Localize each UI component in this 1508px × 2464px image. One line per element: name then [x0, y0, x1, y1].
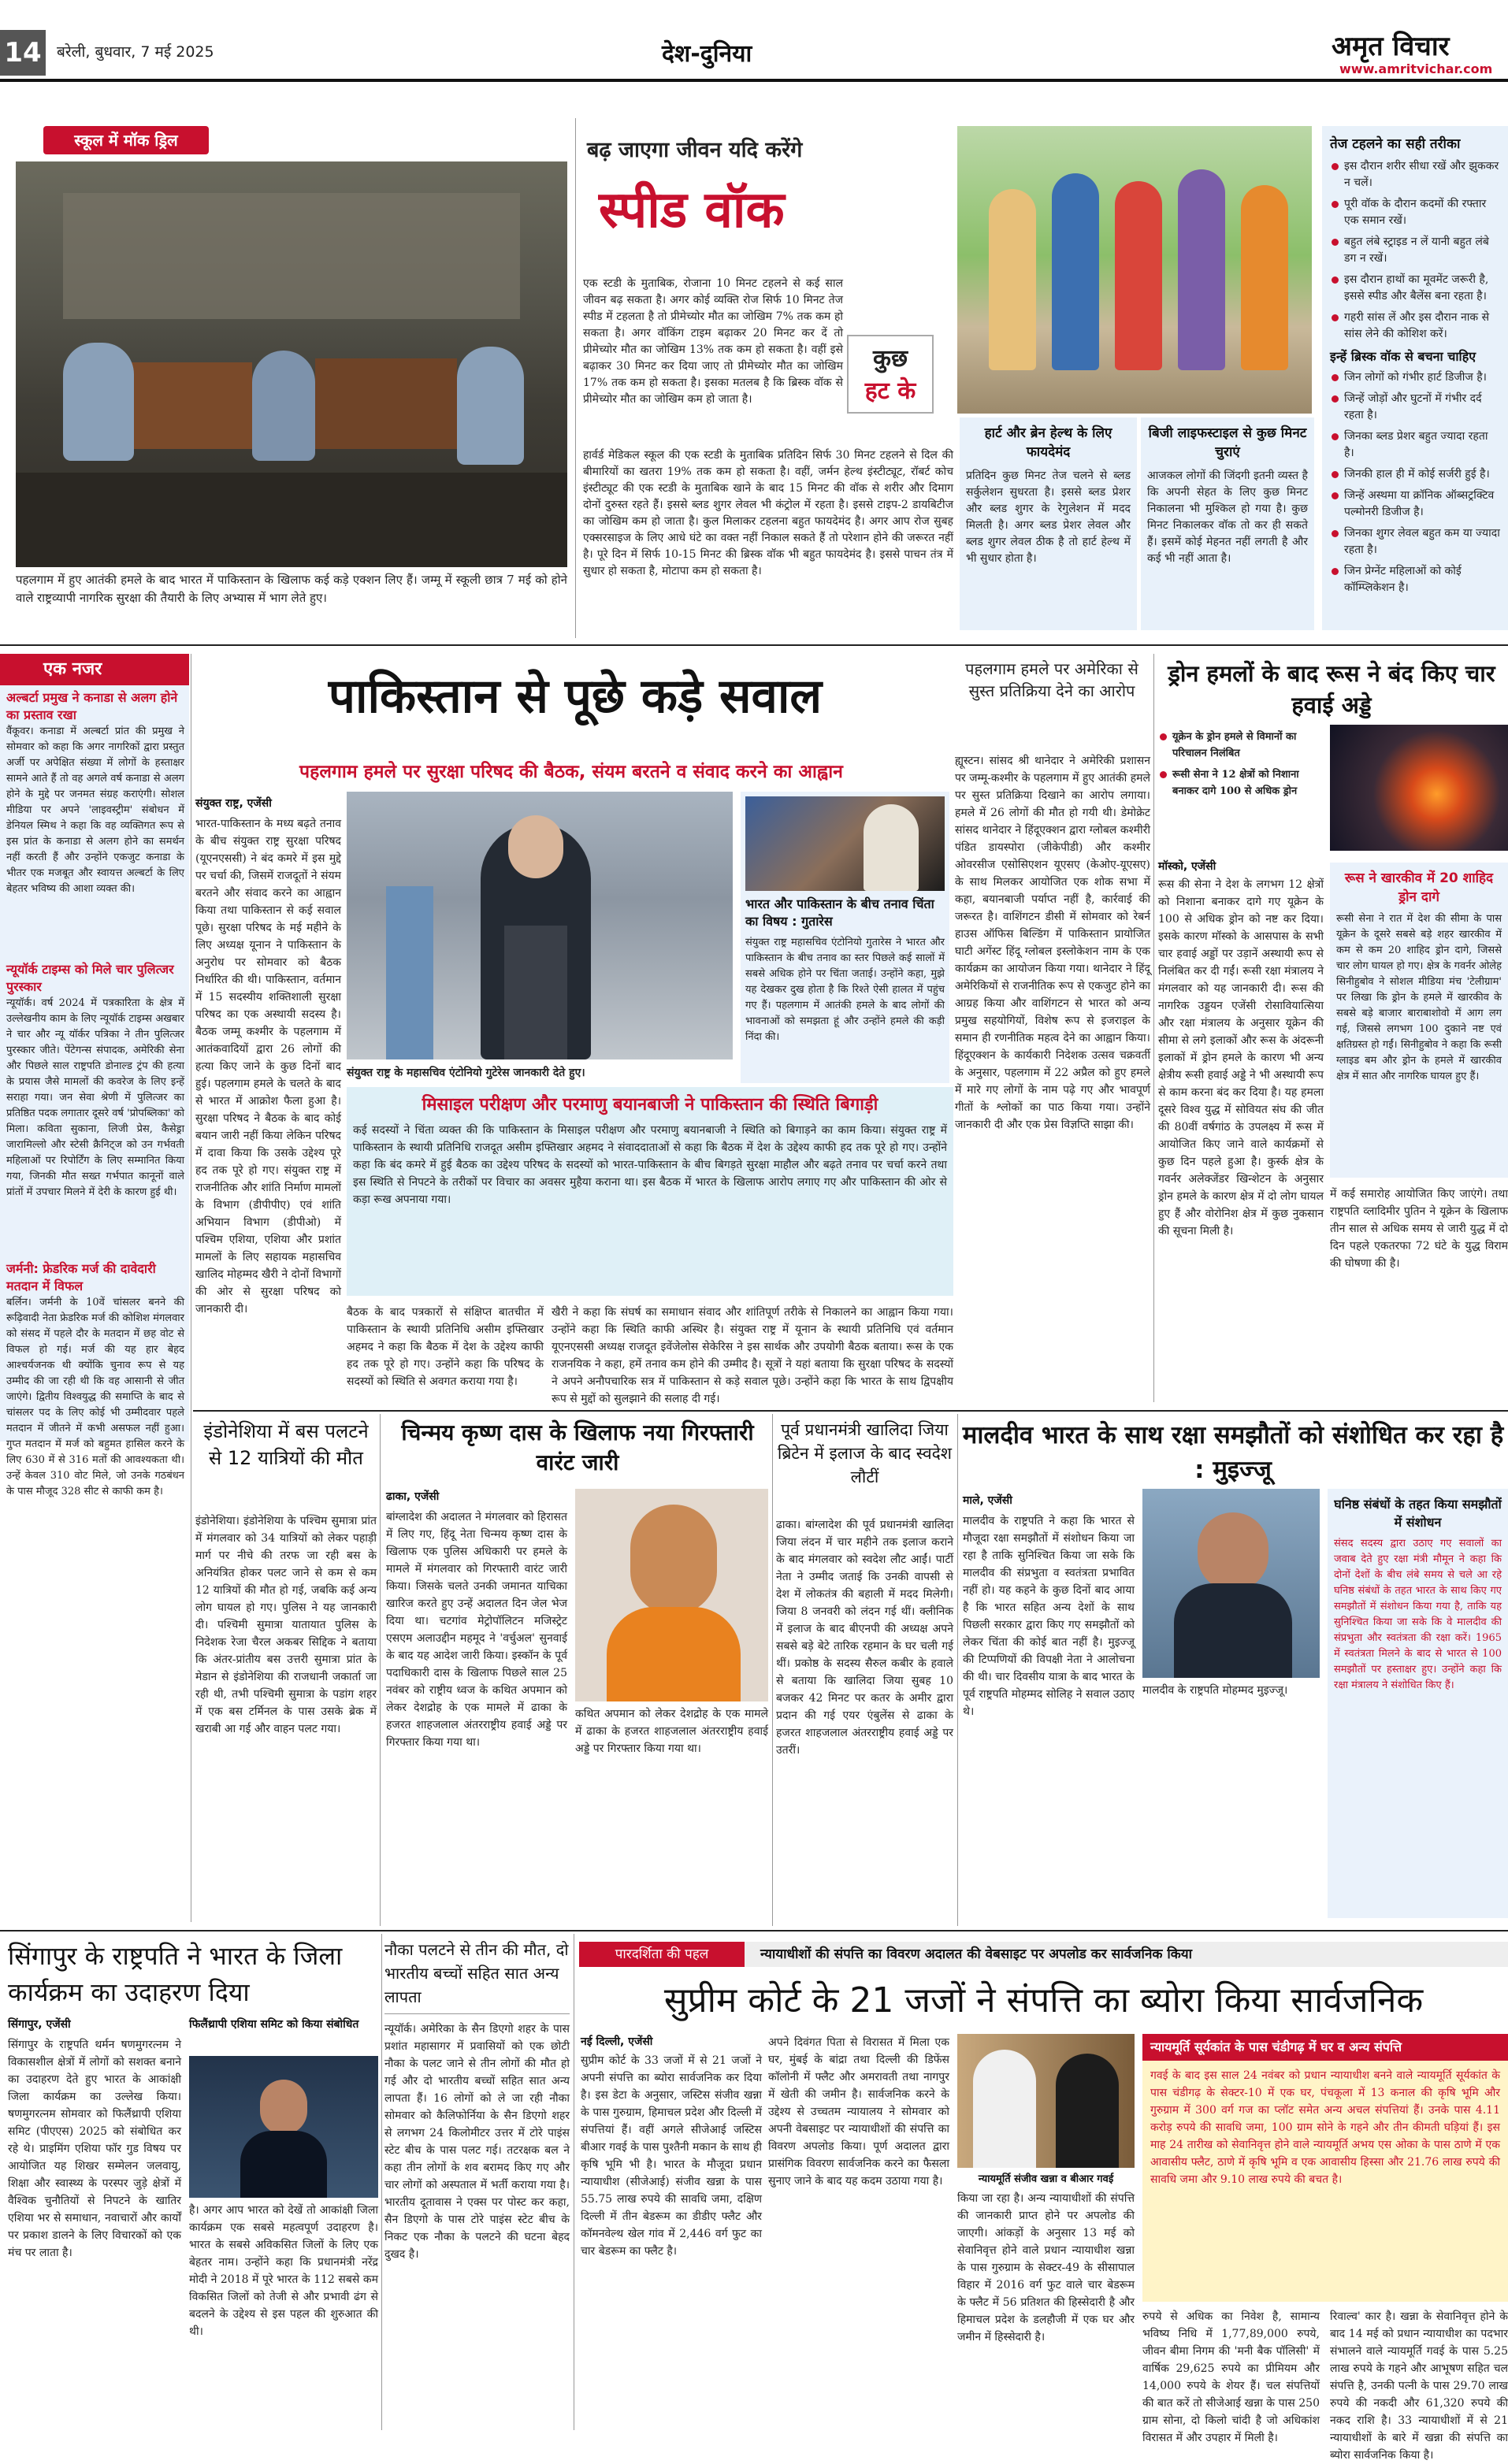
avoid-item: जिनका ब्लड प्रेशर बहुत ज्यादा रहता है। [1330, 429, 1500, 462]
walkers-photo [957, 126, 1312, 414]
avoid-item: जिन लोगों को गंभीर हार्ट डिजीज है। [1330, 369, 1500, 386]
tag-line-2: हट के [864, 377, 916, 405]
guterres-caption: संयुक्त राष्ट्र के महासचिव एंटोनियो गुटेरेस जानकारी देते हुए। [347, 1067, 585, 1079]
singapore-dateline: सिंगापुर, एजेंसी [8, 2018, 71, 2031]
col-divider [575, 118, 576, 638]
avoid-item: जिनका शुगर लेवल बहुत कम या ज्यादा रहता है। [1330, 525, 1500, 558]
singapore-text: सिंगापुर के राष्ट्रपति थर्मन षणमुगरत्नम ने विकासशील क्षेत्रों में लोगों को सशक्त बनाने का उदाहरण देते हुए भारत के आकांक्षी जिला कार्यक्रम का उल्लेख किया। षणमुगरत्नम सोमवार को फिलैंथ्रापी एशिया समिट (पीएएस) 2025 को संबोधित कर रहे थे। प्राइमिंग एशिया फॉर गुड विषय पर आयोजित यह शिखर सम्मेलन जलवायु, शिक्षा और स्वास्थ्य के परस्पर जुड़े क्षेत्रों में वैश्विक चुनौतियों से निपटने के खातिर एशिया भर से समाधान, नवाचारों और कार्यों पर प्रकाश डालने के लिए विचारकों को एक मंच पर लाता है। [8, 2039, 181, 2259]
guterres-box [741, 792, 949, 1083]
supreme-headline: सुप्रीम कोर्ट के 21 जजों ने संपत्ति का ब्योरा किया सार्वजनिक [663, 1980, 1424, 2021]
supreme-text3: किया जा रहा है। अन्य न्यायाधीशों की संपत्ति की जानकारी प्राप्त होने पर अपलोड की जाएगी। आंकड़ों के अनुसार 13 मई को सेवानिवृत्त होने वाले प्रधान न्यायाधीश खन्ना के पास गुरुग्राम के सेक्टर-49 के सीसापाल विहार में 2016 वर्ग फुट वाले चार बेडरूम के फ्लैट में 56 प्रतिशत की हिस्सेदारी है और हिमाचल प्रदेश के डलहौजी में एक घर और जमीन में हिस्सेदारी है। [957, 2192, 1135, 2343]
justices-caption: न्यायमूर्ति संजीव खन्ना व बीआर गवई [978, 2173, 1114, 2185]
brand-logo: अमृत विचार [1332, 31, 1450, 62]
singapore-photo [189, 2056, 378, 2198]
speedwalk-intro: एक स्टडी के मुताबिक, रोजाना 10 मिनट टहलने से कई साल जीवन बढ़ सकता है। अगर कोई व्यक्ति रोज सिर्फ 10 मिनट तेज स्पीड में टहलता है तो प्रीमेच्योर मौत का जोखिम 7% तक कम हो सकता है। अगर वॉकिंग टाइम बढ़ाकर 20 मिनट कर दें तो प्रीमेच्योर मौत का जोखिम 13% तक कम हो सकता है। वहीं इसे बढ़ाकर 30 मिनट कर दिया जाए तो प्रीमेच्योर मौत का जोखिम 17% तक कम हो सकता है। इसका मतलब है कि ब्रिस्क वॉक से प्रीमेच्योर मौत का जोखिम कम हो जाता है। [583, 277, 843, 406]
heart-box [960, 417, 1137, 630]
supreme-text5: रिवाल्व' कार है। खन्ना के सेवानिवृत्त होने के बाद 14 मई को प्रधान न्यायाधीश का पदभार संभालने वाले न्यायमूर्ति गवई के पास 5.25 लाख रुपये के गहने और आभूषण सहित चल संपत्ति है, उनकी पत्नी के पास 29.70 लाख रुपये की नकदी और 61,320 रुपये की नकद राशि है। 33 न्यायाधीशों में से 21 न्यायाधीशों के बारे में खन्ना की संपत्ति का ब्योरा सार्वजनिक किया है। [1330, 2310, 1508, 2462]
khaleda-headline: पूर्व प्रधानमंत्री खालिदा जिया ब्रिटेन में इलाज के बाद स्वदेश लौटीं [777, 1420, 953, 1486]
speedwalk-title: स्पीड वॉक [599, 181, 785, 239]
muizzu-photo [1142, 1489, 1320, 1678]
city-date: बरेली, बुधवार, 7 मई 2025 [57, 43, 214, 61]
mockdrill-caption: पहलगाम में हुए आतंकी हमले के बाद भारत में पाकिस्तान के खिलाफ कई कड़े एक्शन लिए हैं। जम्मू में स्कूली छात्र 7 मई को होने वाले राष्ट्रव्यापी नागरिक सुरक्षा की तैयारी के लिए अभ्यास में भाग लेते हुए। [16, 573, 567, 605]
row-rule-1 [0, 644, 1508, 646]
guterres-photo [347, 792, 733, 1059]
guterres-box-text: संयुक्त राष्ट्र महासचिव एंटोनियो गुतारेस ने भारत और पाकिस्तान के बीच तनाव का स्तर पिछले कई सालों में सबसे अधिक होने पर चिंता जताई। उन्होंने कहा, मुझे यह देखकर दुख होता है कि रिश्ते ऐसी हालत में पहुंच गए हैं। पहलगाम में आतंकी हमले के बाद लोगों की भावनाओं को समझता हूं और उन्होंने हमले की कड़ी निंदा की। [745, 937, 945, 1043]
website[interactable]: www.amritvichar.com [1339, 61, 1493, 76]
maldives-dateline: माले, एजेंसी [963, 1494, 1012, 1507]
russia-dateline: मॉस्को, एजेंसी [1158, 860, 1216, 873]
chinmoy-caption: कथित अपमान को लेकर देशद्रोह के एक मामले में ढाका के हजरत शाहजलाल अंतरराष्ट्रीय हवाई अड्डे पर गिरफ्तार किया गया था। [575, 1708, 768, 1755]
maldives-box-text: संसद सदस्य द्वारा उठाए गए सवालों का जवाब देते हुए रक्षा मंत्री मौमून ने कहा कि दोनों देशों के बीच लंबे समय से चले आ रहे घनिष्ठ संबंधों के तहत भारत के साथ किए गए समझौतों में संशोधन किया गया है, ताकि यह सुनिश्चित किया जा सके कि वे मालदीव की संप्रभुता और स्वतंत्रता की रक्षा करें। 1965 में स्वतंत्रता मिलने के बाद से भारत से 100 समझौतों पर हस्ताक्षर हुए। उन्होंने कहा कि रक्षा मंत्रालय ने संशोधित किए हैं। [1334, 1538, 1502, 1691]
row-rule-2 [193, 1410, 1508, 1412]
walk-tips-sidebar [1322, 126, 1508, 630]
maldives-box [1328, 1489, 1508, 1918]
russia-headline: ड्रोन हमलों के बाद रूस ने बंद किए चार हवाई अड्डे [1168, 660, 1495, 718]
russia-extra: में कई समारोह आयोजित किए जाएंगे। तथा राष्ट्रपति व्लादिमीर पुतिन ने यूक्रेन के खिलाफ तीन साल से अधिक समय से जारी युद्ध में दो दिन पहले एकतरफा 72 घंटे के युद्ध विराम की घोषणा की है। [1330, 1188, 1508, 1270]
ek-nazar-item-title: अल्बर्टा प्रमुख ने कनाडा से अलग होने का प्रस्ताव रखा [6, 690, 178, 722]
avoid-item: जिनकी हाल ही में कोई सर्जरी हुई है। [1330, 466, 1500, 483]
suryakant-box-title: न्यायमूर्ति सूर्यकांत के पास चंडीगढ़ में घर व अन्य संपत्ति [1142, 2034, 1508, 2061]
tips-title: तेज टहलने का सही तरीका [1330, 136, 1461, 152]
singapore-box-title: फिलैंथ्रापी एशिया समिट को किया संबोधित [189, 2018, 359, 2031]
busy-box [1141, 417, 1314, 630]
russia-bullet: रूसी सेना ने 12 क्षेत्रों को निशाना बनाकर दागे 100 से अधिक ड्रोन [1158, 766, 1324, 800]
header-rule [0, 79, 1508, 82]
supreme-text: सुप्रीम कोर्ट के 33 जजों में से 21 जजों ने अपनी संपत्ति का ब्योरा सार्वजनिक कर दिया है। इस डेटा के अनुसार, जस्टिस संजीव खन्ना के पास गुरुग्राम, हिमाचल प्रदेश और दिल्ली में संपत्तियां हैं। वहीं अगले सीजेआई जस्टिस बीआर गवई के पास पुश्तैनी मकान के साथ ही कृषि भूमि भी है। भारत के मौजूदा प्रधान न्यायाधीश (सीजेआई) संजीव खन्ना के पास 55.75 लाख रुपये की सावधि जमा, दक्षिण दिल्ली में तीन बेडरूम का डीडीए फ्लैट और कॉमनवेल्थ खेल गांव में 2,446 वर्ग फुट का चार बेडरूम का फ्लैट है। [581, 2054, 762, 2258]
ek-nazar-item [6, 1260, 184, 1500]
maldives-headline: मालदीव भारत के साथ रक्षा समझौतों को संशोधित कर रहा है : मुइज्जू [962, 1421, 1504, 1484]
missile-text: कई सदस्यों ने चिंता व्यक्त की कि पाकिस्तान के मिसाइल परीक्षण और परमाणु बयानबाजी ने स्थिति को बिगाड़ने का काम किया। संयुक्त राष्ट्र में पाकिस्तान के स्थायी प्रतिनिधि राजदूत असीम इफ्तिखार अहमद ने संवाददाताओं से कहा कि बैठक में देश के उद्देश्य काफी हद तक पूरे हो गए। उन्होंने कहा कि बंद कमरे में हुई बैठक का उद्देश्य परिषद के सदस्यों को भारत-पाकिस्तान के बीच बिगड़ते सुरक्षा माहौल और बढ़ते तनाव पर चर्चा करने तथा इस स्थिति से निपटने के तरीकों पर विचार का अवसर मुहैया कराना था। इस बैठक में भारत के खिलाफ आरोप लगाए गए और पाकिस्तान की ओर से कड़ा रूख अपनाया गया। [353, 1124, 947, 1206]
drone-fire-photo [1330, 725, 1508, 851]
chinmoy-text: बांग्लादेश की अदालत ने मंगलवार को हिरासत में लिए गए, हिंदू नेता चिन्मय कृष्ण दास के खिलाफ एक पुलिस अधिकारी पर हमले के मामले में मंगलवार को गिरफ्तारी वारंट जारी किया। जिसके चलते उनकी जमानत याचिका खारिज करते हुए उन्हें अदालत दिन जेल भेज दिया था। चटगांव मेट्रोपॉलिटन मजिस्ट्रेट एसएम अलाउद्दीन महमूद ने 'वर्चुअल' सुनवाई के बाद यह आदेश जारी किया। इस्कॉन के पूर्व पदाधिकारी दास के खिलाफ पिछले साल 25 नवंबर को राष्ट्रीय ध्वज के कथित अपमान को लेकर देशद्रोह के एक मामले में ढाका के हजरत शाहजलाल अंतरराष्ट्रीय हवाई अड्डे पर गिरफ्तार किया गया था। [386, 1511, 567, 1749]
mockdrill-photo [16, 161, 567, 567]
supreme-kicker: पारदर्शिता की पहल [579, 1942, 745, 1967]
pakistan-col2: बैठक के बाद पत्रकारों से संक्षिप्त बातचीत में पाकिस्तान के स्थायी प्रतिनिधि असीम इफ्तिखार अहमद ने कहा कि बैठक में देश के उद्देश्य काफी हद तक पूरे हो गए। उन्होंने कहा कि परिषद के सदस्यों को स्थिति से अवगत कराया गया है। [347, 1306, 544, 1388]
suryakant-box [1142, 2034, 1508, 2302]
indonesia-headline: इंडोनेशिया में बस पलटने से 12 यात्रियों की मौत [203, 1420, 369, 1469]
chinmoy-dateline: ढाका, एजेंसी [386, 1490, 440, 1503]
avoid-title: इन्हें ब्रिस्क वॉक से बचना चाहिए [1330, 349, 1476, 364]
singapore-headline: सिंगापुर के राष्ट्रपति ने भारत के जिला कार्यक्रम का उदाहरण दिया [8, 1941, 343, 2007]
muizzu-caption: मालदीव के राष्ट्रपति मोहम्मद मुइज्जू। [1142, 1684, 1288, 1697]
missile-box [347, 1087, 953, 1296]
supreme-strap [579, 1942, 1508, 1967]
ek-nazar-item-text: न्यूयॉर्क। वर्ष 2024 में पत्रकारिता के क्षेत्र में उल्लेखनीय काम के लिए न्यूयॉर्क टाइम्स अखबार ने चार और न्यू यॉर्कर पत्रिका ने तीन पुलित्जर पुरस्कार जीते। पेंटेगन्स संपादक, अमेरिकी सेना और पिछले साल राष्ट्रपति डोनाल्ड ट्रंप की हत्या के प्रयास जैसे मामलों की कवरेज के लिए इन्हें सराहा गया। जन सेवा श्रेणी में पुलित्जर का प्रतिष्ठित पदक लगातार दूसरे वर्ष 'प्रोपब्लिका' को मिला। कविता सुकाना, लिजी प्रेस, कैसेड्रा जारामिल्लो और स्टेसी क्रैनिट्ज को उन गर्भवती महिलाओं पर रिपोर्टिंग के लिए सम्मानित किया गया, जिनकी मौत सख्त गर्भपात कानूनों वाले प्रांतों में उपचार मिलने में देरी के कारण हुई थी। [6, 997, 184, 1198]
supreme-text2: अपने दिवंगत पिता से विरासत में मिला एक घर, मुंबई के बांद्रा तथा दिल्ली की डिफेंस कॉलोनी में फ्लैट और अमरावती तथा नागपुर में खेती की जमीन है। सार्वजनिक करने के उद्देश्य से उच्चतम न्यायालय ने सोमवार को अपनी वेबसाइट पर न्यायाधीशों की संपत्ति का विवरण अपलोड किया। पूर्ण अदालत द्वारा प्रासंगिक विवरण सार्वजनिक करने का फैसला सुनाए जाने के बाद यह कदम उठाया गया है। [768, 2036, 949, 2188]
col-divider [1153, 654, 1154, 1402]
ek-nazar-item-text: वैंकूवर। कनाडा में अल्बर्टा प्रांत की प्रमुख ने सोमवार को कहा कि अगर नागरिकों द्वारा प्रस्तुत अर्जी पर अपेक्षित संख्या में लोगों के हस्ताक्षर सामने आते हैं तो वह अगले वर्ष कनाडा से अलग होने के मुद्दे पर जनमत संग्रह कराएंगी। सोशल मीडिया पर अपने 'लाइवस्ट्रीम' संबोधन में डेनियल स्मिथ ने कहा कि वह व्यक्तिगत रूप से इस प्रांत के कनाडा से अलग होने का समर्थन नहीं करती हैं और उन्होंने एकजुट कनाडा के भीतर एक मजबूत और स्वायत्त अल्बर्टा के लिए बेहतर भविष्य की आशा व्यक्त की। [6, 725, 184, 895]
mockdrill-label: स्कूल में मॉक ड्रिल [43, 126, 209, 154]
justices-photo [957, 2034, 1135, 2168]
avoid-item: जिन्हें जोड़ों और घुटनों में गंभीर दर्द रहता है। [1330, 391, 1500, 424]
pakistan-headline: पाकिस्तान से पूछे कड़े सवाल [328, 669, 823, 724]
speedwalk-tag [847, 335, 934, 414]
tip-item: गहरी सांस लें और इस दौरान नाक से सांस लेने की कोशिश करें। [1330, 310, 1500, 343]
maldives-box-title: घनिष्ठ संबंधों के तहत किया समझौतों में संशोधन [1334, 1497, 1502, 1530]
suryakant-box-text: गवई के बाद इस साल 24 नवंबर को प्रधान न्यायाधीश बनने वाले न्यायमूर्ति सूर्यकांत के पास चंडीगढ़ के सेक्टर-10 में एक घर, पंचकूला में 13 कनाल की कृषि भूमि और गुरुग्राम में 300 वर्ग गज का प्लॉट समेत अन्य अचल संपत्तियां हैं। उनके पास 4.11 करोड़ रुपये की सावधि जमा, 100 ग्राम सोने के गहने और तीन कीमती घड़ियां हैं। इस माह 24 तारीख को सेवानिवृत्त होने वाले न्यायमूर्ति अभय एस ओका के पास ठाणे में एक आवासीय फ्लैट, ठाणे में कृषि भूमि व एक आवासीय हिस्सा और 21.76 लाख रुपये की सावधि जमा और 9.10 लाख रुपये की बचत है। [1150, 2069, 1500, 2186]
pahalgam-us-text: ह्यूस्टन। सांसद श्री थानेदार ने अमेरिकी प्रशासन पर जम्मू-कश्मीर के पहलगाम में हुए आतंकी हमले पर सुस्त प्रतिक्रिया दिखाने का आरोप लगाया। हमले में 26 लोगों की मौत हो गयी थी। डेमोक्रेट सांसद थानेदार ने हिंदूएक्शन द्वारा ग्लोबल कश्मीरी पंडित डायस्पोरा (जीकेपीडी) और कश्मीर ओवरसीज एसोसिएशन यूएसए (केओए-यूएसए) के साथ मिलकर आयोजित एक शोक सभा में कहा, बयानबाजी पर्याप्त नहीं है, कार्रवाई की जरूरत है। वाशिंगटन डीसी में सोमवार को रेबर्न हाउस ऑफिस बिल्डिंग में पाकिस्तान प्रायोजित घाटी अगेंस्ट हिंदू ग्लोबल इस्लोकेशन नाम के एक कार्यक्रम का आयोजन किया गया। थानेदार ने हिंदू अमेरिकियों से राजनीतिक रूप से एकजुट होने का आग्रह किया और वाशिंगटन से भारत को अन्य प्रमुख सहयोगियों, विशेष रूप से इजराइल के समान ही रणनीतिक महत्व देने का आह्वान किया। हिंदूएक्शन के कार्यकारी निदेशक उत्सव चक्रवर्ती के अनुसार, पहलगाम में 22 अप्रैल को हुए हमले में मारे गए लोगों के नाम पढ़े गए और भावपूर्ण गीतों के श्लोकों का पाठ किया गया। उन्होंने जानकारी दी और एक प्रेस विज्ञप्ति साझा की। [955, 755, 1150, 1131]
speedwalk-body: हार्वर्ड मेडिकल स्कूल की एक स्टडी के मुताबिक प्रतिदिन सिर्फ 30 मिनट टहलने से दिल की बीमारियों का खतरा 19% तक कम हो सकता है। वहीं, जर्मन हेल्थ इंस्टीट्यूट, रॉबर्ट कोच इंस्टीट्यूट की एक स्टडी के मुताबिक खाने के बाद 15 मिनट की वॉक से शरीर और दिमाग दोनों दुरुस्त रहते हैं। इससे ब्लड शुगर लेवल भी कंट्रोल में रहता है। इससे टाइप-2 डायबिटीज का जोखिम कम हो जाता है। कुल मिलाकर टहलना बहुत फायदेमंद है। अगर आप रोज सुबह एक्सरसाइज के लिए आधे घंटे का वक्त नहीं निकाल सकते हैं तो परेशान होने की जरूरत नहीं है। पूरे दिन में सिर्फ 10-15 मिनट की ब्रिस्क वॉक भी बहुत फायदेमंद है। इससे पाचन तंत्र में सुधार हो सकता है, मोटापा कम हो सकता है। [583, 449, 953, 577]
tip-item: पूरी वॉक के दौरान कदमों की रफ्तार एक समान रखें। [1330, 196, 1500, 229]
tip-item: इस दौरान हाथों का मूवमेंट जरूरी है, इससे स्पीड और बैलेंस बना रहता है। [1330, 272, 1500, 305]
pakistan-col3: खैरी ने कहा कि संघर्ष का समाधान संवाद और शांतिपूर्ण तरीके से निकालने का आह्वान किया गया। उन्होंने कहा कि स्थिति काफी अस्थिर है। संयुक्त राष्ट्र में यूनान के स्थायी प्रतिनिधि एवं वर्तमान यूएनएससी अध्यक्ष राजदूत इवेंजेलोस सेकेरिस ने इस सार्थक और उपयोगी बैठक बताया। रूस के एक राजनयिक ने कहा, हमें तनाव कम होने की उम्मीद है। सूत्रों ने यहां बताया कि सुरक्षा परिषद के सदस्यों ने अपने अनौपचारिक सत्र में पाकिस्तान से कड़े सवाल पूछे। उन्होंने कहा कि भारत के साथ द्विपक्षीय रूप से मुद्दों को सुलझाने की सलाह दी गई। [552, 1306, 953, 1405]
maldives-text: मालदीव के राष्ट्रपति ने कहा कि भारत से मौजूदा रक्षा समझौतों में संशोधन किया जा रहा है ताकि सुनिश्चित किया जा सके कि मालदीव की संप्रभुता व स्वतंत्रता प्रभावित नहीं हो। यह कहने के कुछ दिनों बाद आया है कि भारत सहित अन्य देशों के साथ पिछली सरकार द्वारा किए गए समझौतों को लेकर चिंता की कोई बात नहीं है। मुइज्जू की टिप्पणियों की विपक्षी नेता ने आलोचना की थी। चार दिवसीय यात्रा के बाद भारत के पूर्व राष्ट्रपति मोहम्मद सोलिह ने सवाल उठाए थे। [963, 1515, 1135, 1718]
khaleda-text: ढाका। बांग्लादेश की पूर्व प्रधानमंत्री खालिदा जिया लंदन में चार महीने तक इलाज कराने के बाद मंगलवार को स्वदेश लौट आईं। पार्टी नेता ने उम्मीद जताई कि उनकी वापसी से देश में लोकतंत्र की बहाली में मदद मिलेगी। जिया 8 जनवरी को लंदन गई थीं। क्लीनिक में इलाज के बाद बीएनपी की अध्यक्ष अपने सबसे बड़े बेटे तारिक रहमान के घर चली गई थीं। प्रकोष्ठ के सदस्य सैरुल कबीर के हवाले से बताया कि खालिदा जिया सुबह 10 बजकर 42 मिनट पर कतर के अमीर द्वारा प्रदान की गई एयर एंबुलेंस से ढाका के हजरत शाहजलाल अंतरराष्ट्रीय हवाई अड्डे पर उतरीं। [776, 1519, 953, 1757]
russia-bullet: यूक्रेन के ड्रोन हमले से विमानों का परिचालन निलंबित [1158, 729, 1324, 762]
kharkiv-box [1330, 863, 1508, 1178]
chinmoy-photo [575, 1489, 768, 1701]
avoid-list [1330, 369, 1500, 596]
guterres-box-title: भारत और पाकिस्तान के बीच तनाव चिंता का विषय : गुतारेस [745, 896, 934, 929]
tag-line-1: कुछ [872, 345, 908, 373]
supreme-dateline: नई दिल्ली, एजेंसी [581, 2035, 653, 2048]
supreme-text4: रुपये से अधिक का निवेश है, सामान्य भविष्य निधि में 1,77,89,000 रुपये, जीवन बीमा निगम की 'मनी बैक पॉलिसी' में वार्षिक 29,625 रुपये का प्रीमियम और 14,000 रुपये के शेयर हैं। चल संपत्तियों की बात करें तो सीजेआई खन्ना के पास 250 ग्राम सोना, दो किलो चांदी है जो अधिकांश विरासत में और उपहार में मिली है। [1142, 2310, 1320, 2444]
guterres-box-photo [745, 796, 945, 891]
col-divider [957, 1414, 958, 1926]
ek-nazar-item [6, 689, 184, 944]
indonesia-text: इंडोनेशिया। इंडोनेशिया के पश्चिम सुमात्रा प्रांत में मंगलवार को 34 यात्रियों को लेकर पहाड़ी मार्ग पर नीचे की तरफ जा रही बस के अनियंत्रित होकर पलट जाने से कम से कम 12 यात्रियों की मौत हो गई, जबकि कई अन्य लोग घायल हो गए। पुलिस ने यह जानकारी दी। पश्चिमी सुमात्रा यातायात पुलिस के निदेशक रेजा चैरल अकबर सिद्दिक ने बताया कि अंतर-प्रांतीय बस उत्तरी सुमात्रा प्रांत के मेडान से इंडोनेशिया की राजधानी जकार्ता जा रही थी, तभी पश्चिमी सुमात्रा के पडांग शहर में एक बस टर्मिनल के पास उसके ब्रेक में खराबी आ गई और वाहन पलट गया। [195, 1515, 377, 1735]
busy-box-title: बिजी लाइफस्टाइल से कुछ मिनट चुराएं [1148, 425, 1307, 460]
ek-nazar-item-title: न्यूयॉर्क टाइम्स को मिले चार पुलित्जर पुरस्कार [6, 962, 174, 994]
section-title: देश-दुनिया [662, 40, 752, 68]
ek-nazar-item-title: जर्मनी: फ्रेडरिक मर्ज की दावेदारी मतदान में विफल [6, 1261, 156, 1293]
row-rule-3 [0, 1930, 1508, 1931]
ek-nazar-item [6, 961, 184, 1256]
page-number-box: 14 [0, 30, 46, 76]
singapore-text2: है। अगर आप भारत को देखें तो आकांक्षी जिला कार्यक्रम एक सबसे महत्वपूर्ण उदाहरण है। भारत के सबसे अविकसित जिलों के लिए एक बेहतर नाम। उन्होंने कहा कि प्रधानमंत्री नरेंद्र मोदी ने 2018 में पूरे भारत के 112 सबसे कम विकसित जिलों को तेजी से और प्रभावी ढंग से बदलने के उद्देश्य से इस पहल की शुरुआत की थी। [189, 2204, 378, 2338]
boat-text: न्यूयॉर्क। अमेरिका के सैन डिएगो शहर के पास प्रशांत महासागर में प्रवासियों को एक छोटी नौका के पलट जाने से तीन लोगों की मौत हो गई और दो भारतीय बच्चों सहित सात अन्य लापता हैं। 16 लोगों को ले जा रही नौका सोमवार को कैलिफोर्निया के सैन डिएगो शहर से लगभग 24 किलोमीटर उत्तर में टोरे पाइंस स्टेट बीच के पास पलट गई। तटरक्षक बल ने कहा तीन लोगों के शव बरामद किए गए और चार लोगों को अस्पताल में भर्ती कराया गया है। भारतीय दूतावास ने एक्स पर पोस्ट कर कहा, सैन डिएगो के पास टोरे पाइंस स्टेट बीच के निकट एक नौका के पलटने की घटना बेहद दुखद है। [384, 2023, 570, 2261]
kharkiv-title: रूस ने खारकीव में 20 शाहिद ड्रोन दागे [1344, 870, 1494, 905]
pakistan-subtitle: पहलगाम हमले पर सुरक्षा परिषद की बैठक, संयम बरतने व संवाद करने का आह्वान [299, 762, 843, 782]
chinmoy-headline: चिन्मय कृष्ण दास के खिलाफ नया गिरफ्तारी वारंट जारी [401, 1419, 754, 1475]
ek-nazar-label: एक नजर [0, 654, 189, 685]
tips-list [1330, 158, 1500, 343]
boat-headline: नौका पलटने से तीन की मौत, दो भारतीय बच्चों सहित सात अन्य लापता [384, 1938, 570, 2014]
avoid-item: जिन प्रेग्नेंट महिलाओं को कोई कॉम्प्लिकेशन है। [1330, 563, 1500, 596]
col-divider [381, 1934, 382, 2430]
tip-item: इस दौरान शरीर सीधा रखें और झुककर न चलें। [1330, 158, 1500, 191]
heart-box-text: प्रतिदिन कुछ मिनट तेज चलने से ब्लड सर्कुलेशन सुधरता है। इससे ब्लड प्रेशर और ब्लड शुगर के रेगुलेशन में मदद मिलती है। अगर ब्लड प्रेशर लेवल और ब्लड शुगर लेवल ठीक है तो हार्ट हेल्थ में भी सुधार होता है। [966, 469, 1131, 565]
pakistan-dateline: संयुक्त राष्ट्र, एजेंसी [195, 797, 272, 810]
speedwalk-kicker: बढ़ जाएगा जीवन यदि करेंगे [587, 138, 803, 162]
pakistan-col1: भारत-पाकिस्तान के मध्य बढ़ते तनाव के बीच संयुक्त राष्ट्र सुरक्षा परिषद (यूएनएससी) ने बंद कमरे में इस मुद्दे पर चर्चा की, जिसमें राजदूतों ने संयम बरतने और संवाद करने का आह्वान किया तथा पाकिस्तान से कई सवाल पूछे। सुरक्षा परिषद के मई महीने के लिए अध्यक्ष यूनान ने पाकिस्तान के अनुरोध पर सोमवार को बैठक निर्धारित की थी। पाकिस्तान, वर्तमान में 15 सदस्यीय शक्तिशाली सुरक्षा परिषद का एक अस्थायी सदस्य है। बैठक जम्मू कश्मीर के पहलगाम में आतंकवादियों द्वारा 26 लोगों की हत्या किए जाने के कुछ दिनों बाद हुई। पहलगाम हमले के चलते के बाद से भारत में आक्रोश फैला हुआ है। सुरक्षा परिषद ने बैठक के बाद कोई बयान जारी नहीं किया लेकिन परिषद में दावा किया कि उसके उद्देश्य पूरे हद तक पूरे हो गए। संयुक्त राष्ट्र में राजनीतिक और शांति निर्माण मामलों के विभाग (डीपीपीए) एवं शांति अभियान विभाग (डीपीओ) में पश्चिम एशिया, एशिया और प्रशांत मामलों के लिए सहायक महासचिव खालिद मोहम्मद खैरी ने दोनों विभागों की ओर से सुरक्षा परिषद को जानकारी दी। [195, 818, 341, 1315]
kharkiv-text: रूसी सेना ने रात में देश की सीमा के पास यूक्रेन के दूसरे सबसे बड़े शहर खारकीव में कम से कम 20 शाहिद ड्रोन दागे, जिससे चार लोग घायल हो गए। क्षेत्र के गवर्नर ओलेह सिनीहुबोव ने सोशल मीडिया मंच 'टेलीग्राम' पर लिखा कि ड्रोन के हमले में खारकीव के सबसे बड़े बाजार बाराबाशोवो में आग लग गई, जिससे लगभग 100 दुकाने नष्ट एवं क्षतिग्रस्त हो गईं। सिनीहुबोव ने कहा कि रूसी ग्लाइड बम और ड्रोन के हमले में खारकीव क्षेत्र में सात और नागरिक घायल हुए हैं। [1336, 913, 1502, 1082]
pahalgam-us-title: पहलगाम हमले पर अमेरिका से सुस्त प्रतिक्रिया देने का आरोप [965, 659, 1138, 700]
avoid-item: जिन्हें अस्थमा या क्रॉनिक ऑब्सट्रक्टिव पल्मोनरी डिजीज है। [1330, 488, 1500, 521]
busy-box-text: आजकल लोगों की जिंदगी इतनी व्यस्त है कि अपनी सेहत के लिए कुछ मिनट निकालना भी मुश्किल हो गया है। कुछ मिनट निकालकर वॉक तो कर ही सकते हैं। इसमें कोई मेहनत नहीं लगती है और कई भी नहीं आता है। [1147, 469, 1308, 565]
russia-bullets [1158, 729, 1324, 804]
col-divider [772, 1414, 773, 1926]
missile-title: मिसाइल परीक्षण और परमाणु बयानबाजी ने पाकिस्तान की स्थिति बिगाड़ी [422, 1095, 878, 1115]
supreme-strap-text: न्यायाधीशों की संपत्ति का विवरण अदालत की वेबसाइट पर अपलोड कर सार्वजनिक किया [760, 1946, 1193, 1962]
tip-item: बहुत लंबे स्ट्राइड न लें यानी बहुत लंबे डग न रखें। [1330, 234, 1500, 267]
ek-nazar-item-text: बर्लिन। जर्मनी के 10वें चांसलर बनने की रूढ़िवादी नेता फ्रेडरिक मर्ज की कोशिश मंगलवार को संसद में पहले दौर के मतदान में छह वोट से विफल हो गई। मर्ज की यह हार बेहद आश्चर्यजनक थी क्योंकि चुनाव रूप से यह उम्मीद की जा रही थी कि वह आसानी से जीत जाएंगे। द्वितीय विश्वयुद्ध की समाप्ति के बाद से चांसलर पद के लिए कोई भी उम्मीदवार पहले मतदान में जीतने में कभी असफल नहीं हुआ। गुप्त मतदान में मर्ज को बहुमत हासिल करने के लिए 630 में से 316 मतों की आवश्यकता थी। उन्हें केवल 310 वोट मिले, जो उनके गठबंधन के पास मौजूद 328 सीट से काफी कम है। [6, 1297, 184, 1497]
heart-box-title: हार्ट और ब्रेन हेल्थ के लिए फायदेमंद [984, 425, 1112, 460]
col-divider [380, 1414, 381, 1926]
russia-text: रूस की सेना ने देश के लगभग 12 क्षेत्रों को निशाना बनाकर दागे गए यूक्रेन के 100 से अधिक ड्रोन को नष्ट कर दिया। इसके कारण मॉस्को के आसपास के सभी चार हवाई अड्डों पर उड़ानें अस्थायी रूप से निलंबित कर दी गईं। रूसी रक्षा मंत्रालय ने मंगलवार को यह जानकारी दी। रूस की नागरिक उड्डयन एजेंसी रोसावियात्सिया और रक्षा मंत्रालय के अनुसार यूक्रेन की सीमा से लगे इलाकों और रूस के अंदरूनी इलाकों में ड्रोन हमले के कारण भी अन्य क्षेत्रीय रूसी हवाई अड्डे ने भी अस्थायी रूप से काम करना बंद कर दिया है। यह हमला दूसरे विश्व युद्ध में सोवियत संघ की जीत की 80वीं वर्षगांठ के उपलक्ष्य में रूस में आयोजित किए जाने वाले कार्यक्रमों से कुछ दिन पहले हुआ है। कुर्स्क क्षेत्र के गवर्नर अलेक्जेंडर खिन्शेटन के अनुसार ड्रोन हमले के कारण क्षेत्र में दो लोग घायल हुए हैं और वोरोनिश क्षेत्र में कुछ नुकसान की सूचना मिली है। [1158, 878, 1324, 1238]
